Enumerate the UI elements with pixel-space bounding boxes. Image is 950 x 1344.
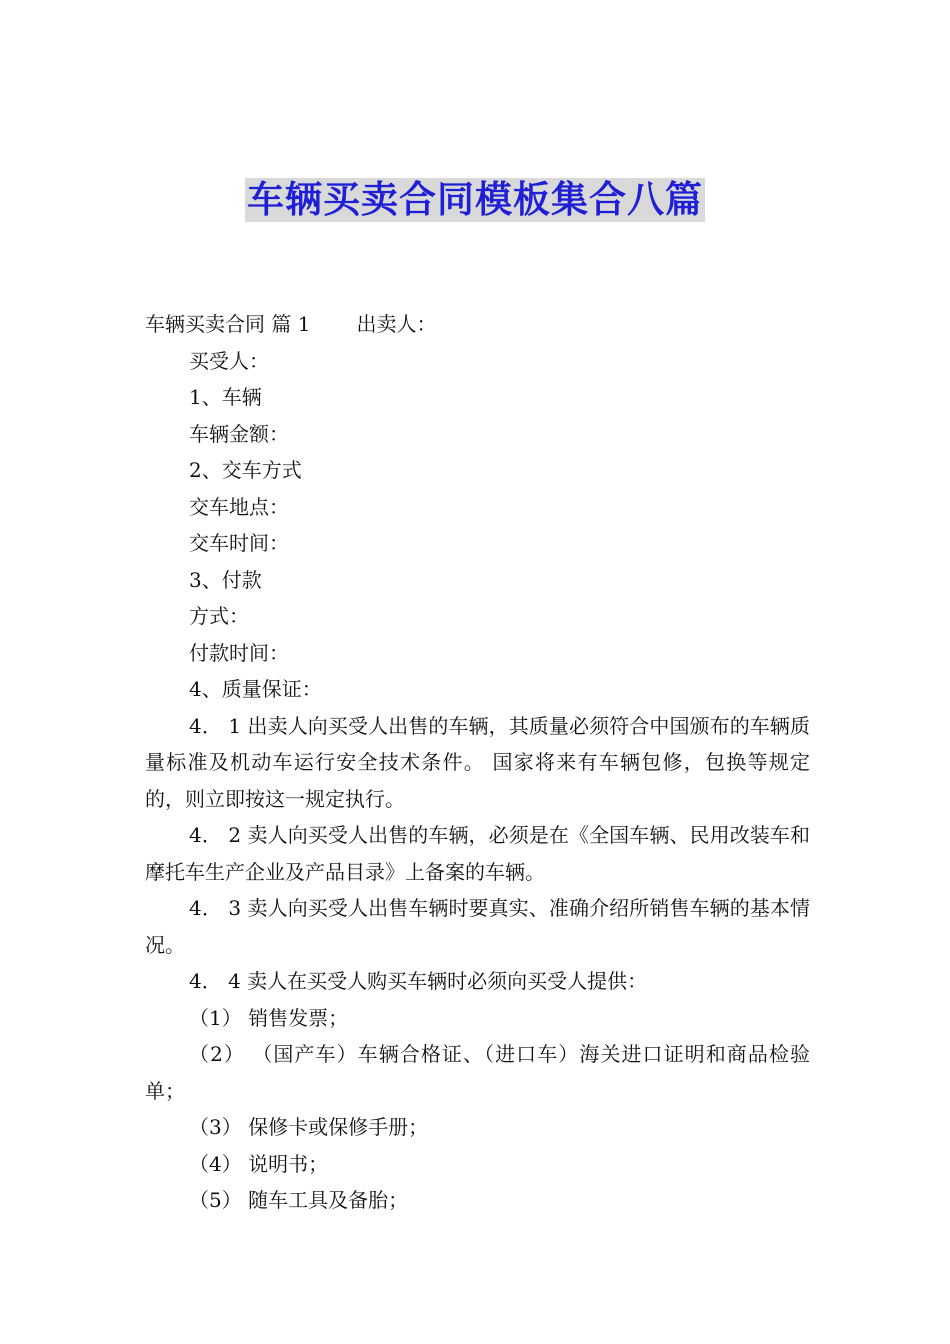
title-container (0, 178, 950, 222)
payment-time-label: 付款时间： (189, 640, 289, 665)
document-title: 车辆买卖合同模板集合八篇 (247, 178, 703, 221)
list-item-1: （1） 销售发票； (189, 1005, 349, 1030)
list-item-5: （5） 随车工具及备胎； (189, 1188, 409, 1212)
clause-4-2: 4． 2 卖人向买受人出售的车辆，必须是在《全国车辆、民用改装车和摩托车生产企业及产品目录》上备案的车辆。 (145, 823, 810, 884)
delivery-time-label: 交车时间： (189, 531, 289, 555)
list-item-2: （2） （国产车）车辆合格证、（进口车）海关进口证明和商品检验单； (145, 1042, 810, 1103)
contract-heading-line (145, 306, 810, 343)
payment-method-label: 方式： (189, 604, 249, 628)
clause-4-3: 4． 3 卖人向买受人出售车辆时要真实、准确介绍所销售车辆的基本情况。 (145, 896, 810, 957)
document-body (145, 306, 810, 1219)
clause-4-1: 4． 1 出卖人向买受人出售的车辆，其质量必须符合中国颁布的车辆质量标准及机动车运行安全技术条件。 国家将来有车辆包修，包换等规定的，则立即按这一规定执行。 (145, 713, 810, 811)
seller-label: 出卖人： (356, 312, 437, 336)
section-quality-guarantee: 4、质量保证： (189, 677, 322, 701)
contract-heading: 车辆买卖合同 篇 1 (145, 312, 311, 336)
delivery-location-label: 交车地点： (189, 494, 289, 519)
buyer-label: 买受人： (189, 348, 269, 373)
section-payment: 3、付款 (189, 567, 262, 592)
clause-4-4: 4． 4 卖人在买受人购买车辆时必须向买受人提供： (189, 969, 648, 993)
section-vehicle: 1、车辆 (189, 385, 262, 409)
list-item-3: （3） 保修卡或保修手册； (189, 1115, 429, 1139)
section-delivery-method: 2、交车方式 (189, 458, 302, 482)
list-item-4: （4） 说明书； (189, 1151, 329, 1176)
vehicle-amount-label: 车辆金额： (189, 421, 289, 446)
